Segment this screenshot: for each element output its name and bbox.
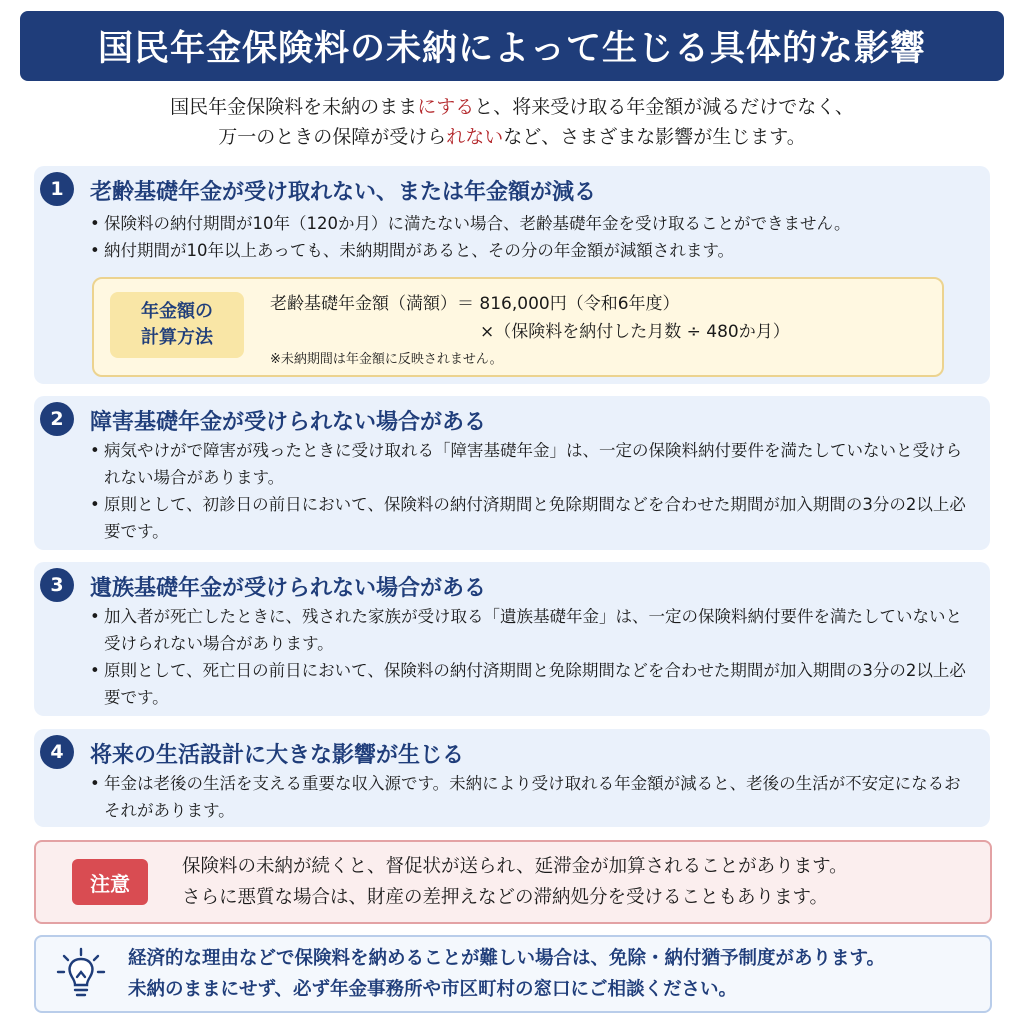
intro-text-part: など、さまざまな影響が生じます。 [503, 126, 806, 148]
section-3 [34, 562, 990, 716]
bullet-list [88, 437, 970, 545]
list-item: • 年金は老後の生活を支える重要な収入源です。未納により受け取れる年金額が減ると、老後の生活が不安定になるおそれがあります。 [88, 770, 970, 824]
tip-box [34, 935, 992, 1013]
intro-text-part: 国民年金保険料を未納のまま [170, 96, 418, 118]
calculation-tag-line: 計算方法 [141, 327, 213, 348]
calculation-formula-line-2: ×（保険料を納付した月数 ÷ 480か月） [480, 322, 790, 342]
intro-text [40, 92, 984, 152]
intro-text-part: 万一のときの保障が受けら [218, 126, 447, 148]
section-number: 1 [40, 172, 74, 206]
section-title: 障害基礎年金が受けられない場合がある [90, 410, 487, 435]
section-number: 2 [40, 402, 74, 436]
calculation-box [92, 277, 944, 377]
bullet-list [88, 770, 970, 824]
section-number: 3 [40, 568, 74, 602]
calculation-formula-line-1: 老齢基礎年金額（満額）＝ 816,000円（令和6年度） [270, 294, 680, 314]
calculation-tag [110, 292, 244, 358]
bullet-list [88, 210, 970, 264]
tip-text [128, 943, 885, 1005]
page-title: 国民年金保険料の未納によって生じる具体的な影響 [97, 29, 926, 69]
bullet-list [88, 603, 970, 711]
intro-line-1 [40, 92, 984, 122]
section-number: 4 [40, 735, 74, 769]
intro-line-2 [40, 122, 984, 152]
caution-text [182, 851, 848, 913]
caution-badge: 注意 [72, 859, 148, 905]
title-bar [20, 11, 1004, 81]
caution-line: さらに悪質な場合は、財産の差押えなどの滞納処分を受けることもあります。 [182, 887, 829, 908]
tip-line: 未納のままにせず、必ず年金事務所や市区町村の窓口にご相談ください。 [128, 979, 738, 1000]
list-item: • 原則として、初診日の前日において、保険料の納付済期間と免除期間などを合わせた期間が加入期間の3分の2以上必要です。 [88, 491, 970, 545]
section-title: 将来の生活設計に大きな影響が生じる [90, 743, 465, 768]
tip-line: 経済的な理由などで保険料を納めることが難しい場合は、免除・納付猶予制度があります。 [128, 948, 886, 969]
section-title: 老齢基礎年金が受け取れない、または年金額が減る [90, 180, 597, 205]
section-1 [34, 166, 990, 384]
calculation-tag-line: 年金額の [141, 301, 213, 322]
list-item: • 加入者が死亡したときに、残された家族が受け取る「遺族基礎年金」は、一定の保険料納付要件を満たしていないと受けられない場合があります。 [88, 603, 970, 657]
intro-highlight: れない [446, 126, 504, 148]
section-4 [34, 729, 990, 827]
list-item: • 原則として、死亡日の前日において、保険料の納付済期間と免除期間などを合わせた期間が加入期間の3分の2以上必要です。 [88, 657, 970, 711]
intro-text-part: と、将来受け取る年金額が減るだけでなく、 [474, 96, 854, 118]
section-2 [34, 396, 990, 550]
list-item: • 保険料の納付期間が10年（120か月）に満たない場合、老齢基礎年金を受け取ることができません。 [88, 210, 970, 237]
list-item: • 病気やけがで障害が残ったときに受け取れる「障害基礎年金」は、一定の保険料納付要件を満たしていないと受けられない場合があります。 [88, 437, 970, 491]
lightbulb-icon [56, 947, 106, 1001]
caution-line: 保険料の未納が続くと、督促状が送られ、延滞金が加算されることがあります。 [182, 856, 848, 877]
list-item: • 納付期間が10年以上あっても、未納期間があると、その分の年金額が減額されます。 [88, 237, 970, 264]
section-title: 遺族基礎年金が受けられない場合がある [90, 576, 487, 601]
caution-box [34, 840, 992, 924]
calculation-note: ※未納期間は年金額に反映されません。 [270, 352, 503, 367]
intro-highlight: にする [417, 96, 475, 118]
